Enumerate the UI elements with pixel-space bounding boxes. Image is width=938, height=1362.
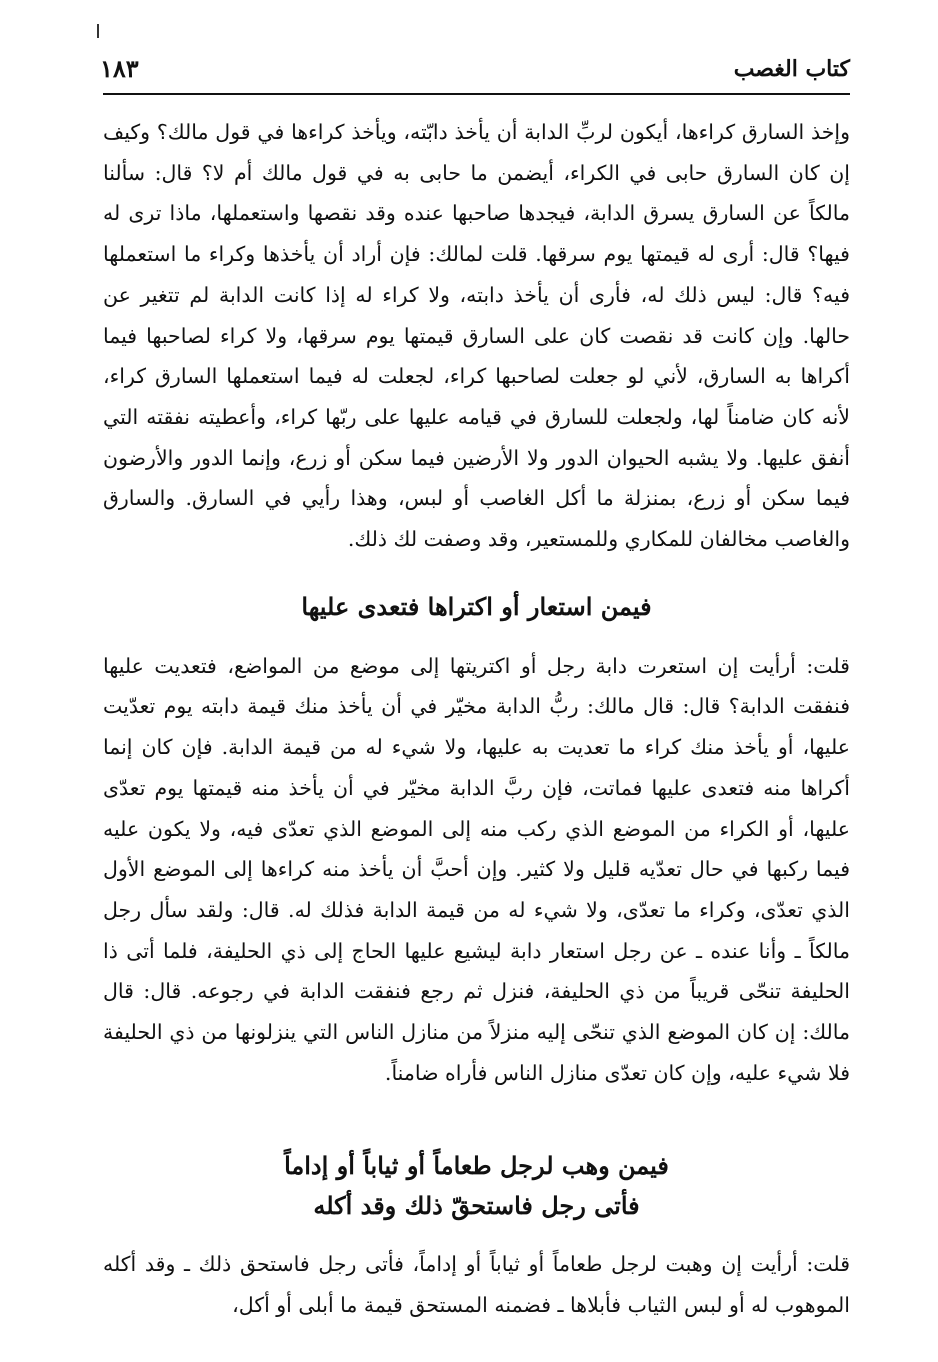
- section-heading-1: فيمن استعار أو اكتراها فتعدى عليها: [301, 591, 652, 621]
- paragraph-3: قلت: أرأيت إن وهبت لرجل طعاماً أو ثياباً أو إداماً، فأتى رجل فاستحق ذلك ـ وقد أكله الموهوب له أو لبس الثياب فأبلاها ـ فضمنه المستحق قيمة ما أبلى أو أكل،: [103, 1252, 850, 1318]
- section-heading-2-line-2: فأتى رجل فاستحقّ ذلك وقد أكله: [313, 1191, 640, 1221]
- page-body: [103, 112, 850, 1326]
- paragraph-2: قلت: أرأيت إن استعرت دابة رجل أو اكتريتها إلى موضع من المواضع، فتعديت عليها فنفقت الدابة؟ قال: قال مالك: ربُّ الدابة مخيّر في أن يأخذ منك قيمة دابته يوم تعدّيت عليها، أو يأخذ منك كراء ما تعديت به عليها، ولا شيء له من قيمة الدابة. فإن كان إنما أكراها منه فتعدى عليها فماتت، فإن ربَّ الدابة مخيّر في أن يأخذ منه قيمتها يوم تعدّى عليها، أو الكراء من الموضع الذي ركب منه إلى الموضع الذي تعدّى فيه، ولا يكون عليه فيما ركبها في حال تعدّيه قليل ولا كثير. وإن أحبَّ أن يأخذ منه كراءها إلى الموضع الأول الذي تعدّى، وكراء ما تعدّى، ولا شيء له من قيمة الدابة فذلك له. قال: ولقد سأل رجل مالكاً ـ وأنا عنده ـ عن رجل استعار دابة ليشيع عليها الحاج إلى ذي الحليفة، فلما أتى ذا الحليفة تنحّى قريباً من ذي الحليفة، فنزل ثم رجع فنفقت الدابة في رجوعه. قال: قال مالك: إن كان الموضع الذي تنحّى إليه منزلاً من منازل الناس التي ينزلونها من ذي الحليفة فلا شيء عليه، وإن كان تعدّى منازل الناس فأراه ضامناً.: [103, 653, 850, 1085]
- section-heading-2-line-1: فيمن وهب لرجل طعاماً أو ثياباً أو إداماً: [284, 1151, 669, 1181]
- running-title: كتاب الغصب: [733, 56, 850, 82]
- page-number: ١٨٣: [100, 54, 139, 83]
- section-heading-2: [103, 1146, 850, 1226]
- page-header: [100, 52, 850, 92]
- header-rule: [103, 93, 850, 95]
- paragraph-1: وإخذ السارق كراءها، أيكون لربِّ الدابة أن يأخذ دابّته، ويأخذ كراءها في قول مالك؟ وكيف إن كان السارق حابى في الكراء، أيضمن ما حابى به في قول مالك أم لا؟ قال: سألنا مالكاً عن السارق يسرق الدابة، فيجدها صاحبها عنده وقد نقصها واستعملها، ماذا ترى له فيها؟ قال: أرى له قيمتها يوم سرقها. قلت لمالك: فإن أراد أن يأخذها وكراء ما استعملها فيه؟ قال: ليس ذلك له، فأرى أن يأخذ دابته، ولا كراء له إذا كانت الدابة لم تتغير عن حالها. وإن كانت قد نقصت كان على السارق قيمتها يوم سرقها، ولا كراء لصاحبها فيما أكراها به السارق، لأني لو جعلت لصاحبها كراء، لجعلت له فيما استعملها السارق كراء، لأنه كان ضامناً لها، ولجعلت للسارق في قيامه عليها على ربّها كراء، وأعطيته نفقته التي أنفق عليها. ولا يشبه الحيوان الدور ولا الأرضين فيما سكن أو زرع، وإنما الدور والأرضون فيما سكن أو زرع، بمنزلة ما أكل الغاصب أو لبس، وهذا رأيي في السارق. والسارق والغاصب مخالفان للمكاري وللمستعير، وقد وصفت لك ذلك.: [103, 120, 850, 552]
- stray-mark: [97, 24, 99, 38]
